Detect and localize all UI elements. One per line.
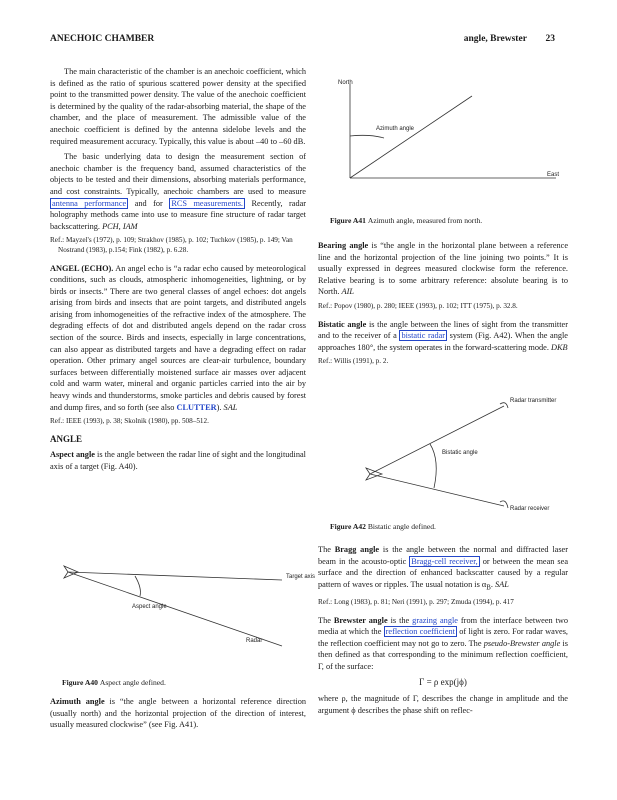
- paragraph-design-data: The basic underlying data to design the measurement section of anechoic chamber is the frequency band, assumed characteristics of the objects to be tested and their dimensions, absorbing materials performance, and cost constraints. Typically, anechoic chambers are used to measure antenna performance and for RCS measurements. Recently, radar holography methods came into use to measure fine structure of radar target backscattering. PCH, IAM: [50, 152, 307, 231]
- reference-bearing: Ref.: Popov (1980), p. 280; IEEE (1993), p. 102; ITT (1975), p. 32.8.: [318, 301, 518, 310]
- label-azimuth-angle: Azimuth angle: [376, 126, 415, 132]
- right-column-upper: [318, 240, 568, 374]
- label-target-axis: Target axis: [286, 574, 316, 580]
- azimuth-angle-arc: [350, 135, 384, 138]
- entry-bearing-angle: Bearing angle is “the angle in the horizontal plane between a reference line and the horizontal projection of the line joining two points.” It is usually expressed in degrees measured clockwise form the reference. Relative bearing is to some arbitrary reference: absolute bearing is to North. AIL: [318, 241, 569, 297]
- term-brewster-angle: Brewster angle: [333, 615, 388, 625]
- term-azimuth-angle: Azimuth angle: [50, 697, 105, 706]
- figure-a42-caption: Figure A42 Bistatic angle defined.: [330, 522, 436, 531]
- figure-a41-azimuth-angle: [330, 72, 570, 192]
- angle-heading: ANGLE: [50, 433, 83, 444]
- figure-a41-caption: Figure A41 Azimuth angle, measured from north.: [330, 216, 483, 225]
- reflection-equation: Γ = ρ exp(jϕ): [419, 676, 467, 687]
- reflection-coefficient-link[interactable]: reflection coefficient: [385, 627, 455, 637]
- figure-a42-bistatic-angle: [330, 390, 570, 520]
- radar-line-of-sight: [68, 572, 282, 646]
- figure-a40-aspect-angle: [50, 560, 316, 660]
- entry-aspect-angle: Aspect angle is the angle between the radar line of sight and the longitudinal axis of a target (Fig. A40).: [50, 450, 306, 471]
- author-signature: SAL: [223, 402, 238, 412]
- author-signature: PCH, IAM: [102, 221, 138, 231]
- receiver-line: [370, 474, 504, 506]
- term-bearing-angle: Bearing angle: [318, 241, 369, 250]
- bistatic-angle-arc: [430, 444, 436, 488]
- bistatic-radar-link[interactable]: bistatic radar: [401, 331, 446, 341]
- entry-angel-echo: ANGEL (ECHO). An angel echo is “a radar echo caused by meteorological conditions, such as clouds, atmospheric inhomogeneities, lightning, or by birds or insects.” There are two general classes of angel echoes: dot angels arising from birds and insects that are point targets, and distributed angels arising from inhomogeneities of the refractive index of the atmosphere. The degrading effects of dot and distributed angels depend on the radar cross section of the source. Birds and insects, especially in large concentrations, can also appear as distributed targets and have a degrading effect on radar operation. Other primary angel sources are clear-air turbulence, boundary surfaces between differentially moistened surface air masses over adjacent cold and warm water, mineral and organic particles carried into the air by heavy winds and thunderstorms, smoke particles and debris caused by forest and dump fires, and so forth (see also CLUTTER). SAL: [50, 263, 307, 412]
- reference-bistatic: Ref.: Willis (1991), p. 2.: [318, 357, 389, 366]
- figure-a40-caption: Figure A40 Aspect angle defined.: [62, 678, 166, 687]
- label-bistatic-angle: Bistatic angle: [442, 450, 478, 456]
- paragraph-magnitude-phase: where ρ, the magnitude of Γ, describes the change in amplitude and the argument ϕ describes the phase shift on reflec-: [318, 694, 568, 715]
- label-radar: Radar: [246, 638, 263, 644]
- label-radar-receiver: Radar receiver: [510, 506, 550, 512]
- term-angel-echo: ANGEL (ECHO).: [50, 263, 114, 273]
- author-signature: SAL: [495, 579, 509, 589]
- transmitter-line: [370, 406, 504, 474]
- direction-of-interest-line: [350, 96, 472, 178]
- header-topic: angle, Brewster: [463, 34, 527, 44]
- term-aspect-angle: Aspect angle: [50, 450, 95, 460]
- label-north: North: [338, 80, 353, 86]
- entry-bragg-angle: The Bragg angle is the angle between the normal and diffracted laser beam in the acousto-optic Bragg-cell receiver, or between the mean sea surface and the direction of enhanced backscatter caused by a regular pattern of waves or ripples. The usual notation is $\alpha_B$. SAL: [318, 545, 569, 592]
- reference-angel-echo: Ref.: IEEE (1993), p. 38; Skolnik (1980), pp. 508–512.: [50, 417, 209, 426]
- receiver-antenna-icon: [500, 501, 508, 508]
- target-axis-line: [68, 572, 282, 580]
- entry-azimuth-angle: Azimuth angle is “the angle between a horizontal reference direction (usually north) and the horizontal projection of the direction of interest, usually measured clockwise” (see Fig. A41).: [50, 697, 306, 730]
- author-signature: DKB: [551, 342, 568, 352]
- rcs-measurements-link[interactable]: RCS measurements.: [171, 198, 244, 208]
- grazing-angle-link[interactable]: grazing angle: [412, 615, 458, 625]
- label-radar-transmitter: Radar transmitter: [510, 398, 557, 404]
- right-column-lower: [318, 544, 568, 720]
- term-bistatic-angle: Bistatic angle: [318, 319, 367, 329]
- entry-bistatic-angle: Bistatic angle is the angle between the lines of sight from the transmitter and to the receiver of a bistatic radar system (Fig. A42). When the angle approaches 180°, the system operates in the forward-scattering mode. DKB: [318, 319, 568, 352]
- reference-anechoic: Ref.: Mayzel's (1972), p. 109; Strakhov (1985), p. 102; Tuchkov (1985), p. 149; Van Nostrand (1983), p.154; Fink (1982), p. 6.28.: [50, 236, 293, 254]
- aspect-angle-arc: [135, 576, 140, 596]
- page-number: 23: [545, 34, 555, 44]
- paragraph-anechoic-coefficient: The main characteristic of the chamber is an anechoic coefficient, which is defined as the ratio of spurious scattered power density at the specified point to the transmitted power density. The value of the anechoic coefficient is determined by the quality of the radar-absorbing material, the shape of the chamber, and the place of measurement. The admissible value of the anechoic coefficient is defined by the antenna sidelobe levels and the required measurement accuracy. Typically, this value is about –40 to –60 dB.: [50, 67, 306, 146]
- clutter-crossref-link[interactable]: CLUTTER: [176, 402, 217, 412]
- running-header-right: [464, 34, 555, 44]
- term-bragg-angle: Bragg angle: [334, 545, 380, 554]
- left-column: [50, 66, 306, 477]
- label-aspect-angle: Aspect angle: [132, 604, 167, 610]
- author-signature: AIL: [341, 287, 354, 297]
- antenna-performance-link[interactable]: antenna performance: [52, 198, 127, 208]
- reference-bragg: Ref.: Long (1983), p. 81; Neri (1991), p. 297; Zmuda (1994), p. 417: [318, 598, 514, 607]
- entry-brewster-angle: The Brewster angle is the grazing angle from the interface between two media at which the reflection coefficient of light is zero. For radar waves, the reflection coefficient may not go to zero. The pseudo-Brewster angle is then defined as that corresponding to the minimum reflection coefficient, Γ, of the surface:: [318, 615, 569, 671]
- target-aircraft-icon: [366, 468, 382, 480]
- bragg-cell-receiver-link[interactable]: Bragg-cell receiver,: [411, 556, 478, 566]
- label-east: East: [547, 172, 560, 178]
- running-header-left: ANECHOIC CHAMBER: [50, 34, 155, 44]
